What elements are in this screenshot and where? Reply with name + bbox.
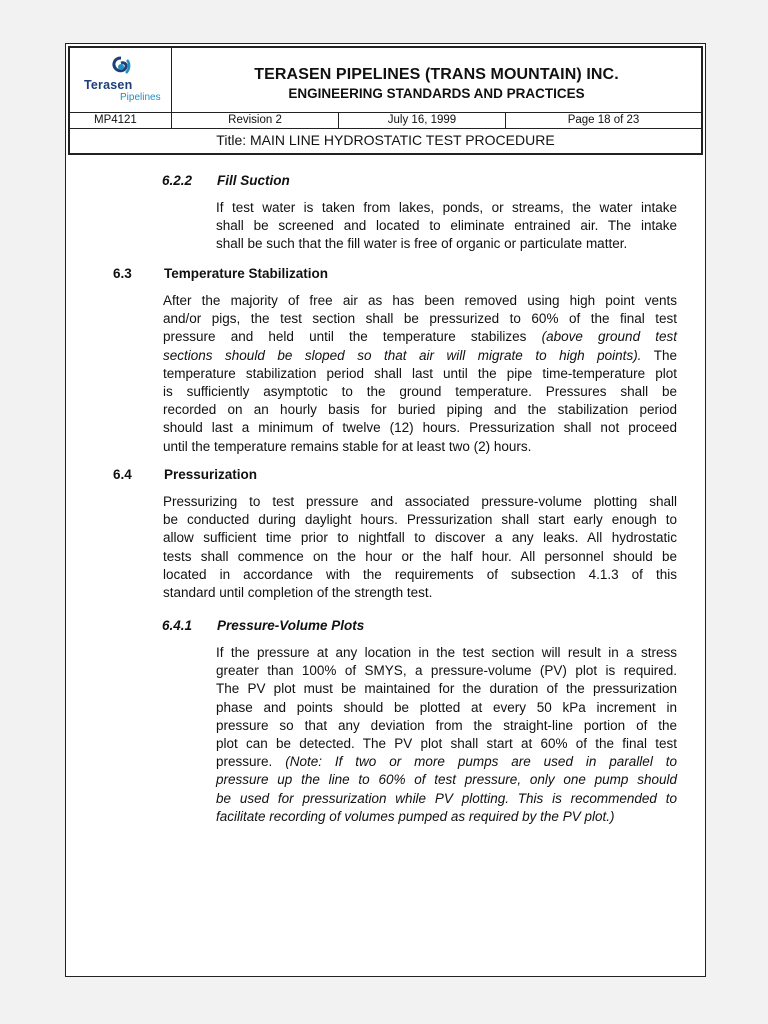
section-6-3-heading (113, 266, 328, 281)
standards-subtitle: ENGINEERING STANDARDS AND PRACTICES (288, 86, 585, 101)
text-line: If the pressure at any location in the test section will result in a stress (216, 645, 677, 660)
page-number: Page 18 of 23 (567, 114, 640, 126)
document-page (65, 43, 706, 977)
section-6-2-2-body (216, 199, 677, 254)
text-line (216, 753, 677, 771)
section-title: Pressurization (164, 467, 258, 482)
section-title: Pressure-Volume Plots (217, 618, 365, 633)
section-number: 6.2.2 (162, 173, 193, 188)
section-6-4-1-heading (162, 618, 364, 633)
text-line: temperature stabilization period shall last until the pipe time-temperature plot (163, 365, 677, 381)
text-line: If test water is taken from lakes, ponds, or streams, the water intake (216, 200, 677, 215)
italic-note: sections should be sloped so that air will migrate to high points). (163, 347, 642, 363)
document-title: Title: MAIN LINE HYDROSTATIC TEST PROCEDURE (216, 132, 555, 148)
text-line: shall be such that the fill water is free of organic or particulate matter. (216, 236, 628, 252)
logo-wordmark: Terasen (84, 78, 133, 92)
logo-subwordmark: Pipelines (120, 92, 161, 103)
section-number: 6.4.1 (162, 618, 193, 633)
text-line: be conducted during daylight hours. Pressurization shall start early enough to (163, 512, 677, 528)
text-line: greater than 100% of SMYS, a pressure-volume (PV) plot is required. (216, 663, 677, 679)
company-logo (70, 48, 172, 112)
italic-note: (above ground test (541, 329, 677, 345)
text-line: until the temperature remains stable for at least two (2) hours. (163, 438, 532, 454)
section-number: 6.3 (113, 266, 132, 281)
doc-number: MP4121 (70, 113, 172, 128)
section-6-4-1-body (216, 644, 677, 826)
document-meta-row (70, 112, 701, 129)
text-line: located in accordance with the requirements of subsection 4.1.3 of this (163, 566, 677, 582)
text-line: be used for pressurization while PV plotting. This is recommended to (216, 790, 677, 806)
text-line: shall be screened and located to eliminate entrained air. The intake (216, 218, 677, 234)
text-line: tests shall commence on the hour or the half hour. All personnel should be (163, 548, 677, 564)
text-line: pressure so that any deviation from the straight-line portion of the (216, 717, 677, 733)
text-line: plot can be detected. The PV plot shall start at 60% of the final test (216, 736, 677, 752)
section-6-4-body (163, 493, 677, 602)
logo-swirl-icon (109, 56, 133, 78)
section-title: Fill Suction (217, 173, 290, 188)
italic-note: (Note: If two or more pumps are used in parallel to (285, 754, 677, 770)
revision-date: July 16, 1999 (339, 113, 506, 128)
text-line (163, 328, 677, 346)
text-line: recorded on an hourly basis for buried piping and the stabilization period (163, 402, 677, 418)
section-number: 6.4 (113, 467, 132, 482)
text-line: and/or pigs, the test section shall be pressurized to 60% of the final test (163, 311, 677, 327)
text-line: The PV plot must be maintained for the duration of the pressurization (216, 681, 677, 697)
header-title-cell (172, 48, 701, 112)
text-line: allow sufficient time prior to nightfall to discover a any leaks. All hydrostatic (163, 530, 677, 546)
text-line: facilitate recording of volumes pumped as required by the PV plot.) (216, 808, 615, 824)
document-header (68, 46, 703, 155)
company-name: TERASEN PIPELINES (TRANS MOUNTAIN) INC. (254, 66, 619, 83)
section-6-3-body (163, 292, 677, 456)
section-6-4-heading (113, 467, 257, 482)
text-line: phase and points should be plotted at every 50 kPa increment in (216, 699, 677, 715)
section-title: Temperature Stabilization (164, 266, 329, 281)
text-line-start: pressure and held until the temperature stabilizes (163, 329, 527, 345)
text-line: is sufficiently asymptotic to the ground temperature. Pressures shall be (163, 384, 677, 400)
text-line: Pressurizing to test pressure and associated pressure-volume plotting shall (163, 494, 677, 509)
text-line-start: pressure. (216, 754, 273, 770)
section-6-2-2-heading (162, 173, 290, 188)
text-line (163, 347, 677, 365)
text-line: should last a minimum of twelve (12) hours. Pressurization shall not proceed (163, 420, 677, 436)
text-line: After the majority of free air as has been removed using high point vents (163, 293, 677, 308)
text-line: pressure up the line to 60% of test pressure, only one pump should (216, 772, 677, 788)
revision: Revision 2 (172, 113, 339, 128)
text-line-end: The (653, 347, 677, 363)
text-line: standard until completion of the strength test. (163, 585, 433, 601)
